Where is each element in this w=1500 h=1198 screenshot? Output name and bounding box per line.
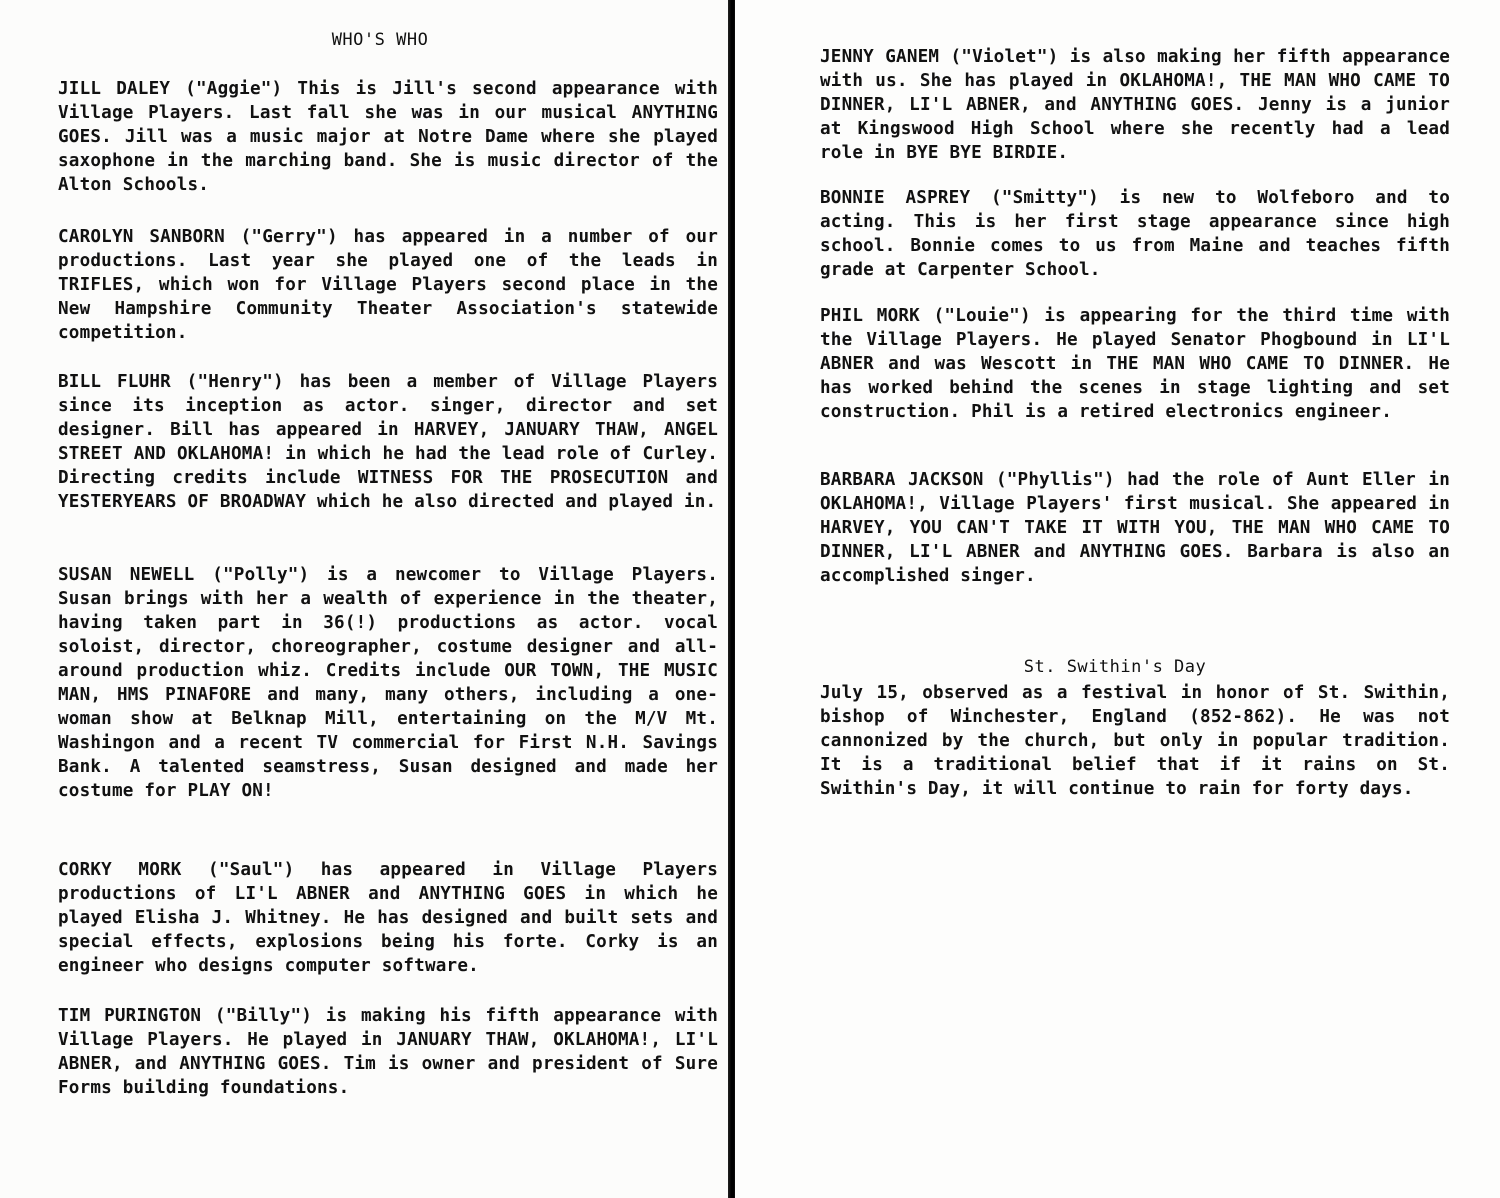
bio-bill-fluhr: BILL FLUHR ("Henry") has been a member of Village Players since its inception as actor. singer, director and set designer. Bill has appeared in HARVEY, JANUARY THAW, ANGEL STREET AND OKLAHOMA! in which he had the lead role of Curley. Directing credits include WITNESS FOR THE PROSECUTION and YESTERYEARS OF BROADWAY which he also directed and played in. [58, 372, 718, 512]
right-page [735, 0, 1500, 1198]
whos-who-heading: WHO'S WHO [331, 30, 429, 50]
st-swithins-day-heading: St. Swithin's Day [1023, 657, 1207, 677]
bio-tim-purington: TIM PURINGTON ("Billy") is making his fifth appearance with Village Players. He played in JANUARY THAW, OKLAHOMA!, LI'L ABNER, and ANYTHING GOES. Tim is owner and president of Sure Forms building foundations. [58, 1006, 718, 1098]
bio-jill-daley: JILL DALEY ("Aggie") This is Jill's second appearance with Village Players. Last fall she was in our musical ANYTHING GOES. Jill was a music major at Notre Dame where she played saxophone in the marching band. She is music director of the Alton Schools. [58, 79, 718, 195]
st-swithins-day-text: July 15, observed as a festival in honor of St. Swithin, bishop of Winchester, England (852-862). He was not cannonized by the church, but only in popular tradition. It is a traditional belief that if it rains on St. Swithin's Day, it will continue to rain for forty days. [820, 683, 1450, 799]
bio-carolyn-sanborn: CAROLYN SANBORN ("Gerry") has appeared in a number of our productions. Last year she played one of the leads in TRIFLES, which won for Village Players second place in the New Hampshire Community Theater Association's statewide competition. [58, 227, 718, 343]
bio-barbara-jackson: BARBARA JACKSON ("Phyllis") had the role of Aunt Eller in OKLAHOMA!, Village Players' first musical. She appeared in HARVEY, YOU CAN'T TAKE IT WITH YOU, THE MAN WHO CAME TO DINNER, LI'L ABNER and ANYTHING GOES. Barbara is also an accomplished singer. [820, 470, 1450, 586]
bio-susan-newell: SUSAN NEWELL ("Polly") is a newcomer to Village Players. Susan brings with her a wealth of experience in the theater, having taken part in 36(!) productions as actor. vocal soloist, director, choreographer, costume designer and all-around production whiz. Credits include OUR TOWN, THE MUSIC MAN, HMS PINAFORE and many, many others, including a one-woman show at Belknap Mill, entertaining on the M/V Mt. Washingon and a recent TV commercial for First N.H. Savings Bank. A talented seamstress, Susan designed and made her costume for PLAY ON! [58, 565, 718, 801]
bio-jenny-ganem: JENNY GANEM ("Violet") is also making her fifth appearance with us. She has played in OKLAHOMA!, THE MAN WHO CAME TO DINNER, LI'L ABNER, and ANYTHING GOES. Jenny is a junior at Kingswood High School where she recently had a lead role in BYE BYE BIRDIE. [820, 47, 1450, 163]
left-page [0, 0, 731, 1198]
bio-phil-mork: PHIL MORK ("Louie") is appearing for the third time with the Village Players. He played Senator Phogbound in LI'L ABNER and was Wescott in THE MAN WHO CAME TO DINNER. He has worked behind the scenes in stage lighting and set construction. Phil is a retired electronics engineer. [820, 306, 1450, 422]
bio-bonnie-asprey: BONNIE ASPREY ("Smitty") is new to Wolfeboro and to acting. This is her first stage appearance since high school. Bonnie comes to us from Maine and teaches fifth grade at Carpenter School. [820, 188, 1450, 280]
bio-corky-mork: CORKY MORK ("Saul") has appeared in Village Players productions of LI'L ABNER and ANYTHING GOES in which he played Elisha J. Whitney. He has designed and built sets and special effects, explosions being his forte. Corky is an engineer who designs computer software. [58, 860, 718, 976]
